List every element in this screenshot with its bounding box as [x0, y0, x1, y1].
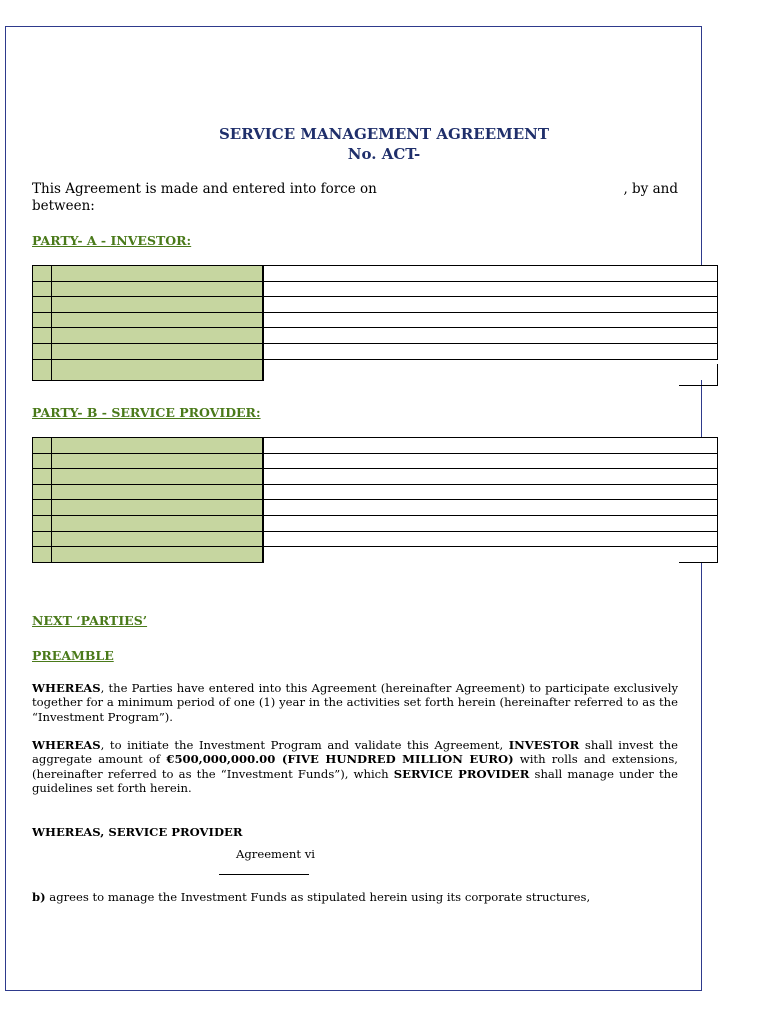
intro-paragraph	[32, 181, 678, 215]
field-value-cell[interactable]	[263, 343, 718, 359]
table-row	[33, 469, 718, 485]
item-b-label: b)	[32, 890, 46, 904]
title-line-1: SERVICE MANAGEMENT AGREEMENT	[218, 125, 550, 143]
party-a-heading: PARTY- A - INVESTOR:	[32, 233, 192, 248]
field-label-cell	[52, 500, 264, 516]
field-value-cell[interactable]	[263, 484, 718, 500]
table-row	[33, 531, 718, 547]
whereas-lead: WHEREAS	[32, 738, 101, 752]
table-row	[33, 484, 718, 500]
row-number-cell	[33, 500, 52, 516]
field-value-cell[interactable]	[263, 281, 718, 297]
field-value-cell[interactable]	[263, 453, 718, 469]
row-number-cell	[33, 281, 52, 297]
field-label-cell	[52, 312, 264, 328]
table-row	[33, 297, 718, 313]
title-line-2: No. ACT-	[347, 145, 421, 163]
field-label-cell	[52, 343, 264, 359]
row-number-cell	[33, 359, 52, 380]
field-value-cell[interactable]	[263, 359, 718, 380]
field-value-cell[interactable]	[263, 266, 718, 282]
field-value-cell[interactable]	[263, 500, 718, 516]
field-value-cell[interactable]	[263, 531, 718, 547]
whereas-paragraph-2	[32, 738, 678, 796]
field-label-cell	[52, 547, 264, 563]
whereas-paragraph-3	[32, 825, 678, 839]
table-row	[33, 453, 718, 469]
table-tail-line	[679, 385, 718, 386]
field-label-cell	[52, 484, 264, 500]
field-label-cell	[52, 469, 264, 485]
row-number-cell	[33, 438, 52, 454]
whereas-paragraph-1	[32, 681, 678, 724]
field-label-cell	[52, 359, 264, 380]
row-number-cell	[33, 453, 52, 469]
row-number-cell	[33, 343, 52, 359]
row-number-cell	[33, 266, 52, 282]
table-row	[33, 359, 718, 380]
field-label-cell	[52, 515, 264, 531]
table-row	[33, 515, 718, 531]
table-row	[33, 312, 718, 328]
document-title	[0, 124, 768, 164]
table-row	[33, 266, 718, 282]
party-a-table	[32, 265, 718, 381]
whereas-text: shall invest the aggregate amount of	[32, 738, 678, 767]
investment-amount: €500,000,000.00 (FIVE HUNDRED MILLION EURO)	[166, 752, 514, 767]
row-number-cell	[33, 531, 52, 547]
field-label-cell	[52, 297, 264, 313]
field-value-cell[interactable]	[263, 438, 718, 454]
item-b-text: agrees to manage the Investment Funds as stipulated herein using its corporate structures,	[45, 890, 591, 904]
service-provider-term: SERVICE PROVIDER	[393, 766, 530, 781]
field-label-cell	[52, 281, 264, 297]
preamble-heading: PREAMBLE	[32, 648, 114, 663]
row-number-cell	[33, 547, 52, 563]
whereas-text: , SERVICE PROVIDER	[100, 825, 243, 839]
table-tail-line	[679, 562, 718, 563]
field-label-cell	[52, 531, 264, 547]
table-row	[33, 281, 718, 297]
investor-term: INVESTOR	[508, 738, 580, 752]
row-number-cell	[33, 469, 52, 485]
field-label-cell	[52, 266, 264, 282]
row-number-cell	[33, 515, 52, 531]
table-tail-vertical	[717, 547, 718, 562]
field-value-cell[interactable]	[263, 515, 718, 531]
field-value-cell[interactable]	[263, 469, 718, 485]
field-label-cell	[52, 328, 264, 344]
agreement-fragment: Agreement vi	[236, 847, 315, 861]
field-value-cell[interactable]	[263, 297, 718, 313]
row-number-cell	[33, 312, 52, 328]
table-row	[33, 343, 718, 359]
whereas-text: , to initiate the Investment Program and validate this Agreement,	[100, 738, 509, 752]
signature-rule	[219, 874, 309, 875]
party-b-heading: PARTY- B - SERVICE PROVIDER:	[32, 405, 261, 420]
field-value-cell[interactable]	[263, 312, 718, 328]
field-label-cell	[52, 453, 264, 469]
row-number-cell	[33, 328, 52, 344]
field-value-cell[interactable]	[263, 547, 718, 563]
whereas-text: , the Parties have entered into this Agreement (hereinafter Agreement) to participate exclusively together for a minimum period of one (1) year in the activities set forth herein (hereinafter referred to as the “Investment Program”).	[32, 681, 678, 724]
field-label-cell	[52, 438, 264, 454]
date-blank	[420, 181, 580, 198]
party-b-table	[32, 437, 718, 563]
intro-text-3: between:	[32, 198, 95, 214]
table-tail-vertical	[717, 364, 718, 385]
table-row	[33, 500, 718, 516]
next-parties-heading: NEXT ‘PARTIES’	[32, 613, 148, 628]
table-row	[33, 328, 718, 344]
whereas-lead: WHEREAS	[32, 681, 101, 695]
whereas-lead: WHEREAS	[32, 825, 101, 839]
row-number-cell	[33, 297, 52, 313]
field-value-cell[interactable]	[263, 328, 718, 344]
item-b-paragraph	[32, 890, 678, 904]
intro-text-1: This Agreement is made and entered into force on	[32, 181, 377, 197]
intro-text-2: , by and	[623, 181, 678, 197]
whereas-text: with rolls and extensions, (hereinafter referred to as the “Investment Funds”), which	[32, 752, 678, 781]
table-row	[33, 547, 718, 563]
row-number-cell	[33, 484, 52, 500]
table-row	[33, 438, 718, 454]
whereas-text: shall manage under the guidelines set forth herein.	[32, 766, 678, 796]
